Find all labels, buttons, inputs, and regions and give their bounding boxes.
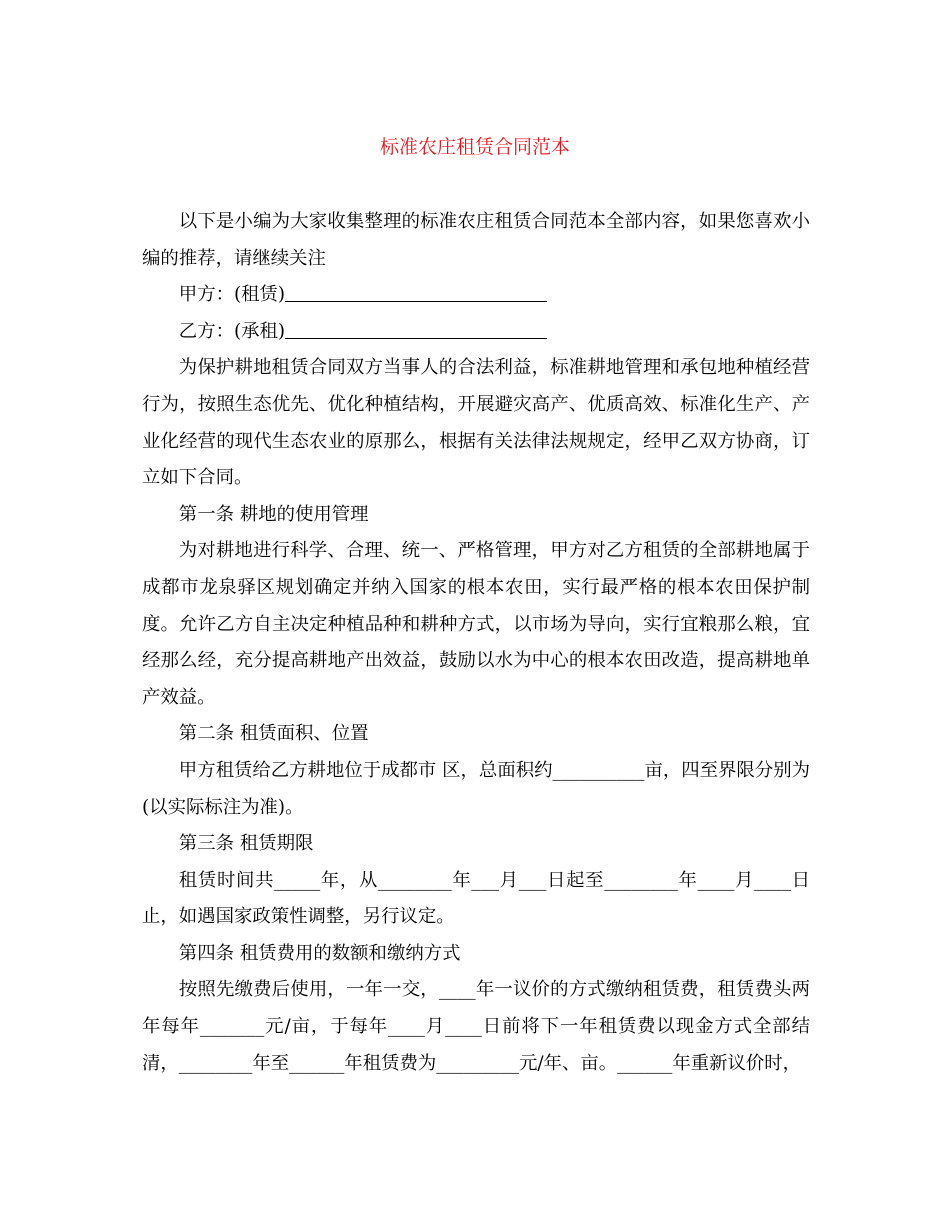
intro-paragraph: 以下是小编为大家收集整理的标准农庄租赁合同范本全部内容，如果您喜欢小编的推荐，请继续关注 <box>142 211 810 269</box>
article-1-body: 为对耕地进行科学、合理、统一、严格管理，甲方对乙方租赁的全部耕地属于成都市龙泉驿区规划确定并纳入国家的根本农田，实行最严格的根本农田保护制度。允许乙方自主决定种植品种和耕种方式，以市场为导向，实行宜粮那么粮，宜经那么经，充分提高耕地产出效益，鼓励以水为中心的根本农田改造，提高耕地单产效益。 <box>142 540 810 708</box>
article-2-heading: 第二条 租赁面积、位置 <box>178 723 369 745</box>
document-title: 标准农庄租赁合同范本 <box>379 136 570 158</box>
article-3-heading: 第三条 租赁期限 <box>178 833 314 855</box>
party-a-line <box>142 277 810 314</box>
article-3-body: 租赁时间共_____年，从________年___月___日起至________年____月____日止，如遇国家政策性调整，另行议定。 <box>142 869 810 928</box>
preamble-paragraph: 为保护耕地租赁合同双方当事人的合法利益，标准耕地管理和承包地种植经营行为，按照生态优先、优化种植结构，开展避灾高产、优质高效、标准化生产、产业化经营的现代生态农业的原那么，根据有关法律法规规定，经甲乙双方协商，订立如下合同。 <box>142 357 810 489</box>
article-1-heading: 第一条 耕地的使用管理 <box>178 503 369 525</box>
party-a-blank <box>285 300 547 302</box>
article-2-body: 甲方租赁给乙方耕地位于成都市 区，总面积约__________亩，四至界限分别为(以实际标注为准)。 <box>142 759 810 818</box>
party-b-line <box>142 314 810 351</box>
article-4-heading: 第四条 租赁费用的数额和缴纳方式 <box>178 942 461 964</box>
party-b-label: 乙方：(承租) <box>178 320 286 342</box>
party-a-label: 甲方：(租赁) <box>178 284 286 306</box>
document-body <box>142 204 810 1082</box>
party-b-blank <box>285 337 547 339</box>
article-4-body: 按照先缴费后使用，一年一交，____年一议价的方式缴纳租赁费，租赁费头两年每年_______元/亩，于每年____月____日前将下一年租赁费以现金方式全部结清，________年至______年租赁费为_________元/年、亩。______年重新议价时， <box>142 979 810 1074</box>
